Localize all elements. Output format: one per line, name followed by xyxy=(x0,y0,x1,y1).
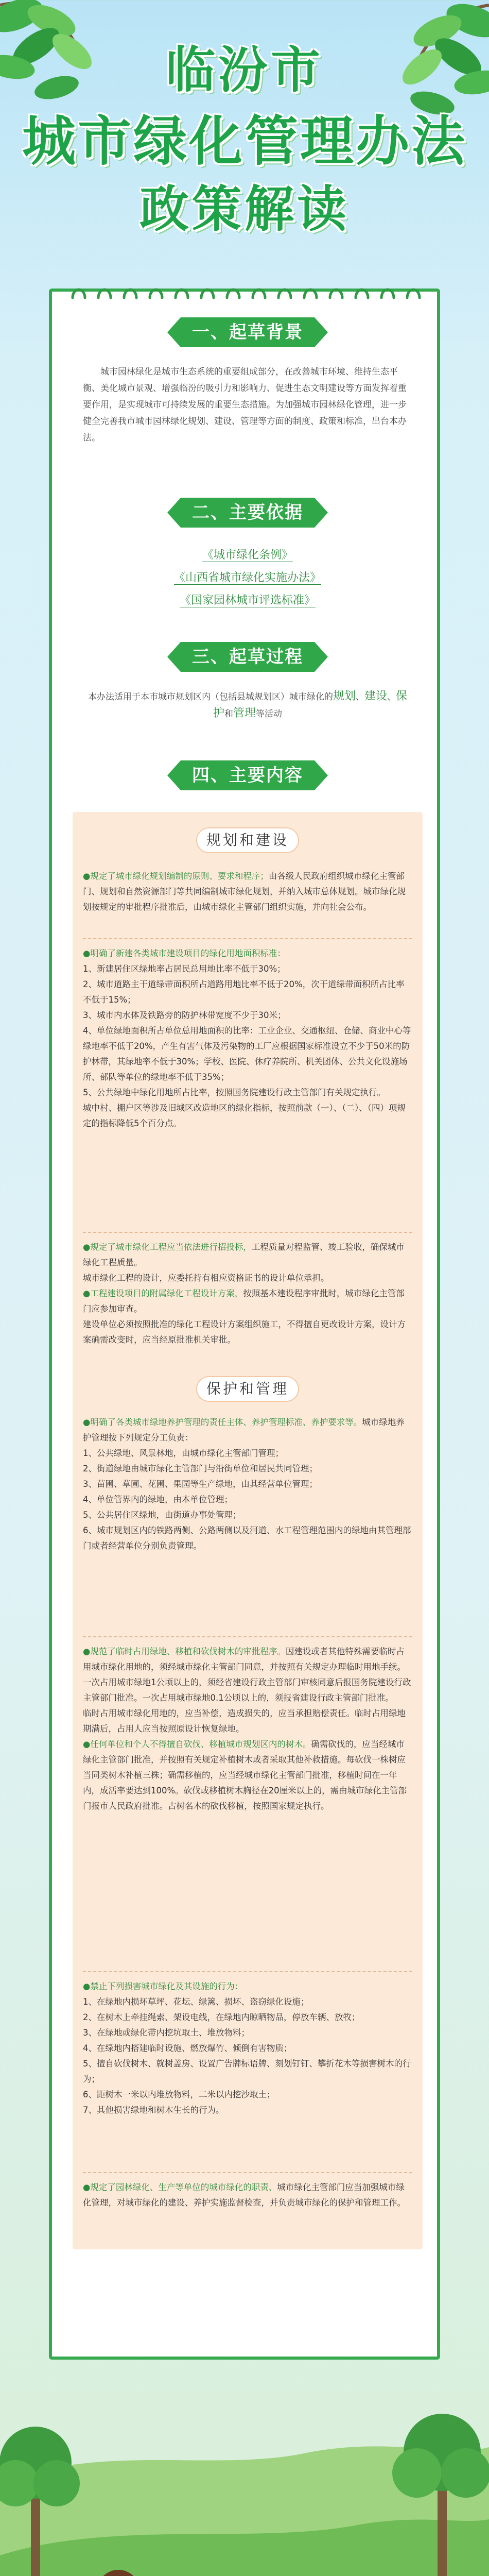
item-temporary-use: ● 规范了临时占用绿地、移植和砍伐树木的审批程序。因建设或者其他特殊需要临时占用城市绿化用地的，须经城市绿化主管部门同意，并按照有关规定办理临时用地手续。 一次占用城市绿地1公顷以上的，须经省建设行政主管部门审核同意后报国务院建设行政主管部门批准。一次占用城市绿地0.1公顷以上的，须报省建设行政主管部门批准。 临时占用城市绿化用地的，应当补偿，造成损失的，应当承担赔偿责任。临时占用绿地期满后，占用人应当按照原设计恢复绿地。 ● 任何单位和个人不得擅自砍伐、移植城市规划区内的树木。确需砍伐的，应当经城市绿化主管部门批准，并按照有关规定补植树木或者采取其他补救措施。每砍伐一株树应当同类树木补植三株；确需移植的，应当经城市绿化主管部门批准，移植时间在一年内，成活率要达到100%。砍伐或移植树木胸径在20厘米以上的，需由城市绿化主管部门报市人民政府批准。古树名木的砍伐移植，按照国家规定执行。 xyxy=(83,1644,412,1814)
section-4-banner: 四、主要内容 xyxy=(181,760,315,790)
content-card xyxy=(49,289,440,2360)
basis-item-1: 《城市绿化条例》 xyxy=(202,549,293,562)
item-responsibility: ● 规定了园林绿化、生产等单位的城市绿化的职责、城市绿化主管部门应当加强城市绿化管理，对城市绿化的建设、养护实施监督检查，并负责城市绿化的保护和管理工作。 xyxy=(83,2180,412,2211)
item-prohibited: ● 禁止下列损害城市绿化及其设施的行为： 1、在绿地内损坏草坪、花坛、绿篱、损坏、盗窃绿化设施； 2、在树木上牵挂绳索、架设电线，在绿地内晾晒物品，停放车辆、放牧； 3、在绿地或绿化带内挖坑取土、堆放物料； 4、在绿地内搭建临时设施、燃放爆竹、倾倒有害物质； 5、擅自砍伐树木、就树盖房、设置广告牌标语牌、刻划钉钉、攀折花木等损害树木的行为； 6、距树木一米以内堆放物料，二米以内挖沙取土； 7、其他损害绿地和树木生长的行为。 xyxy=(83,1979,412,2118)
basis-item-2: 《山西省城市绿化实施办法》 xyxy=(173,571,321,584)
divider xyxy=(83,938,412,939)
item-maintenance: ● 明确了各类城市绿地养护管理的责任主体、养护管理标准、养护要求等。城市绿地养护管理按下列规定分工负责： 1、公共绿地、风景林地，由城市绿化主管部门管理； 2、街道绿地由城市绿化主管部门与沿街单位和居民共同管理； 3、苗圃、草圃、花圃、果园等生产绿地，由其经营单位管理； 4、单位管界内的绿地，由本单位管理； 5、公共居住区绿地，由街道办事处管理； 6、城市规划区内的铁路两侧、公路两侧以及河道、水工程管理范围内的绿地由其管理部门或者经营单位分别负责管理。 xyxy=(83,1415,412,1554)
item-bidding: ● 规定了城市绿化工程应当依法进行招投标，工程质量对程监管、竣工验收，确保城市绿化工程质量。 城市绿化工程的设计，应委托持有相应资格证书的设计单位承担。 ● 工程建设项目的附属绿化工程设计方案，按照基本建设程序审批时，城市绿化主管部门应参加审查。 建设单位必须按照批准的绿化工程设计方案组织施工，不得擅自更改设计方案，设计方案确需改变时，应当经原批准机关审批。 xyxy=(83,1240,412,1348)
item-land-standard: ● 明确了新建各类城市建设项目的绿化用地面积标准： 1、新建居住区绿地率占居民总用地比率不低于30%； 2、城市道路主干道绿带面积所占道路用地比率不低于20%，次干道绿带面积所占比率不低于15%； 3、城市内水体及铁路旁的防护林带宽度不少于30米； 4、单位绿地面积所占单位总用地面积的比率：工业企业、交通枢纽、仓储、商业中心等绿地率不低于20%，产生有害气体及污染物的工厂应根据国家标准设立不少于50米的防护林带，其绿地率不低于30%；学校、医院、休疗养院所、机关团体、公共文化设施场所、部队等单位的绿地率不低于35%； 5、公共绿地中绿化用地所占比率，按照国务院建设行政主管部门有关规定执行。 城中村、棚户区等涉及旧城区改造地区的绿化指标，按照前款（一）、（二）、（四）项规定的指标降低5个百分点。 xyxy=(83,946,412,1131)
basis-item-3: 《国家园林城市评选标准》 xyxy=(179,594,316,607)
divider xyxy=(83,2172,412,2173)
divider xyxy=(83,1971,412,1972)
divider xyxy=(83,1636,412,1637)
footer-garden-illustration xyxy=(0,2349,489,2576)
section-1-banner: 一、起草背景 xyxy=(181,317,315,347)
basis-list xyxy=(52,544,443,612)
section-3-text: 本办法适用于本市城市规划区内（包括县城规划区）城市绿化的规划、建设、保护和管理等活动 xyxy=(88,690,408,720)
title-line-3: 政策解读 xyxy=(139,180,350,238)
title-line-2: 城市绿化管理办法 xyxy=(22,110,467,173)
section-3-banner: 三、起草过程 xyxy=(181,642,315,672)
main-content-panel xyxy=(73,812,423,2249)
divider xyxy=(83,1232,412,1233)
item-plan-compile: ● 规定了城市绿化规划编制的原则、要求和程序；由各级人民政府组织城市绿化主管部门、规划和自然资源部门等共同编制城市绿化规划，并纳入城市总体规划。城市绿化规划按规定的审批程序批准后，由城市绿化主管部门组织实施，并向社会公布。 xyxy=(83,869,412,915)
section-1-text: 城市园林绿化是城市生态系统的重要组成部分，在改善城市环境、维持生态平衡、美化城市景观、增强临汾的吸引力和影响力、促进生态文明建设等方面发挥着重要作用，是实现城市可持续发展的重要生态措施。为加强城市园林绿化管理，进一步健全完善我市城市园林绿化规划、建设、管理等方面的制度、政策和标准，出台本办法。 xyxy=(83,367,407,443)
section-2-banner: 二、主要依据 xyxy=(181,498,315,528)
title-line-1: 临汾市 xyxy=(166,41,323,99)
subtitle-protection: 保护和管理 xyxy=(196,1376,299,1402)
header xyxy=(0,0,489,289)
binder-rings-decoration xyxy=(52,277,443,306)
subtitle-planning: 规划和建设 xyxy=(196,827,299,853)
